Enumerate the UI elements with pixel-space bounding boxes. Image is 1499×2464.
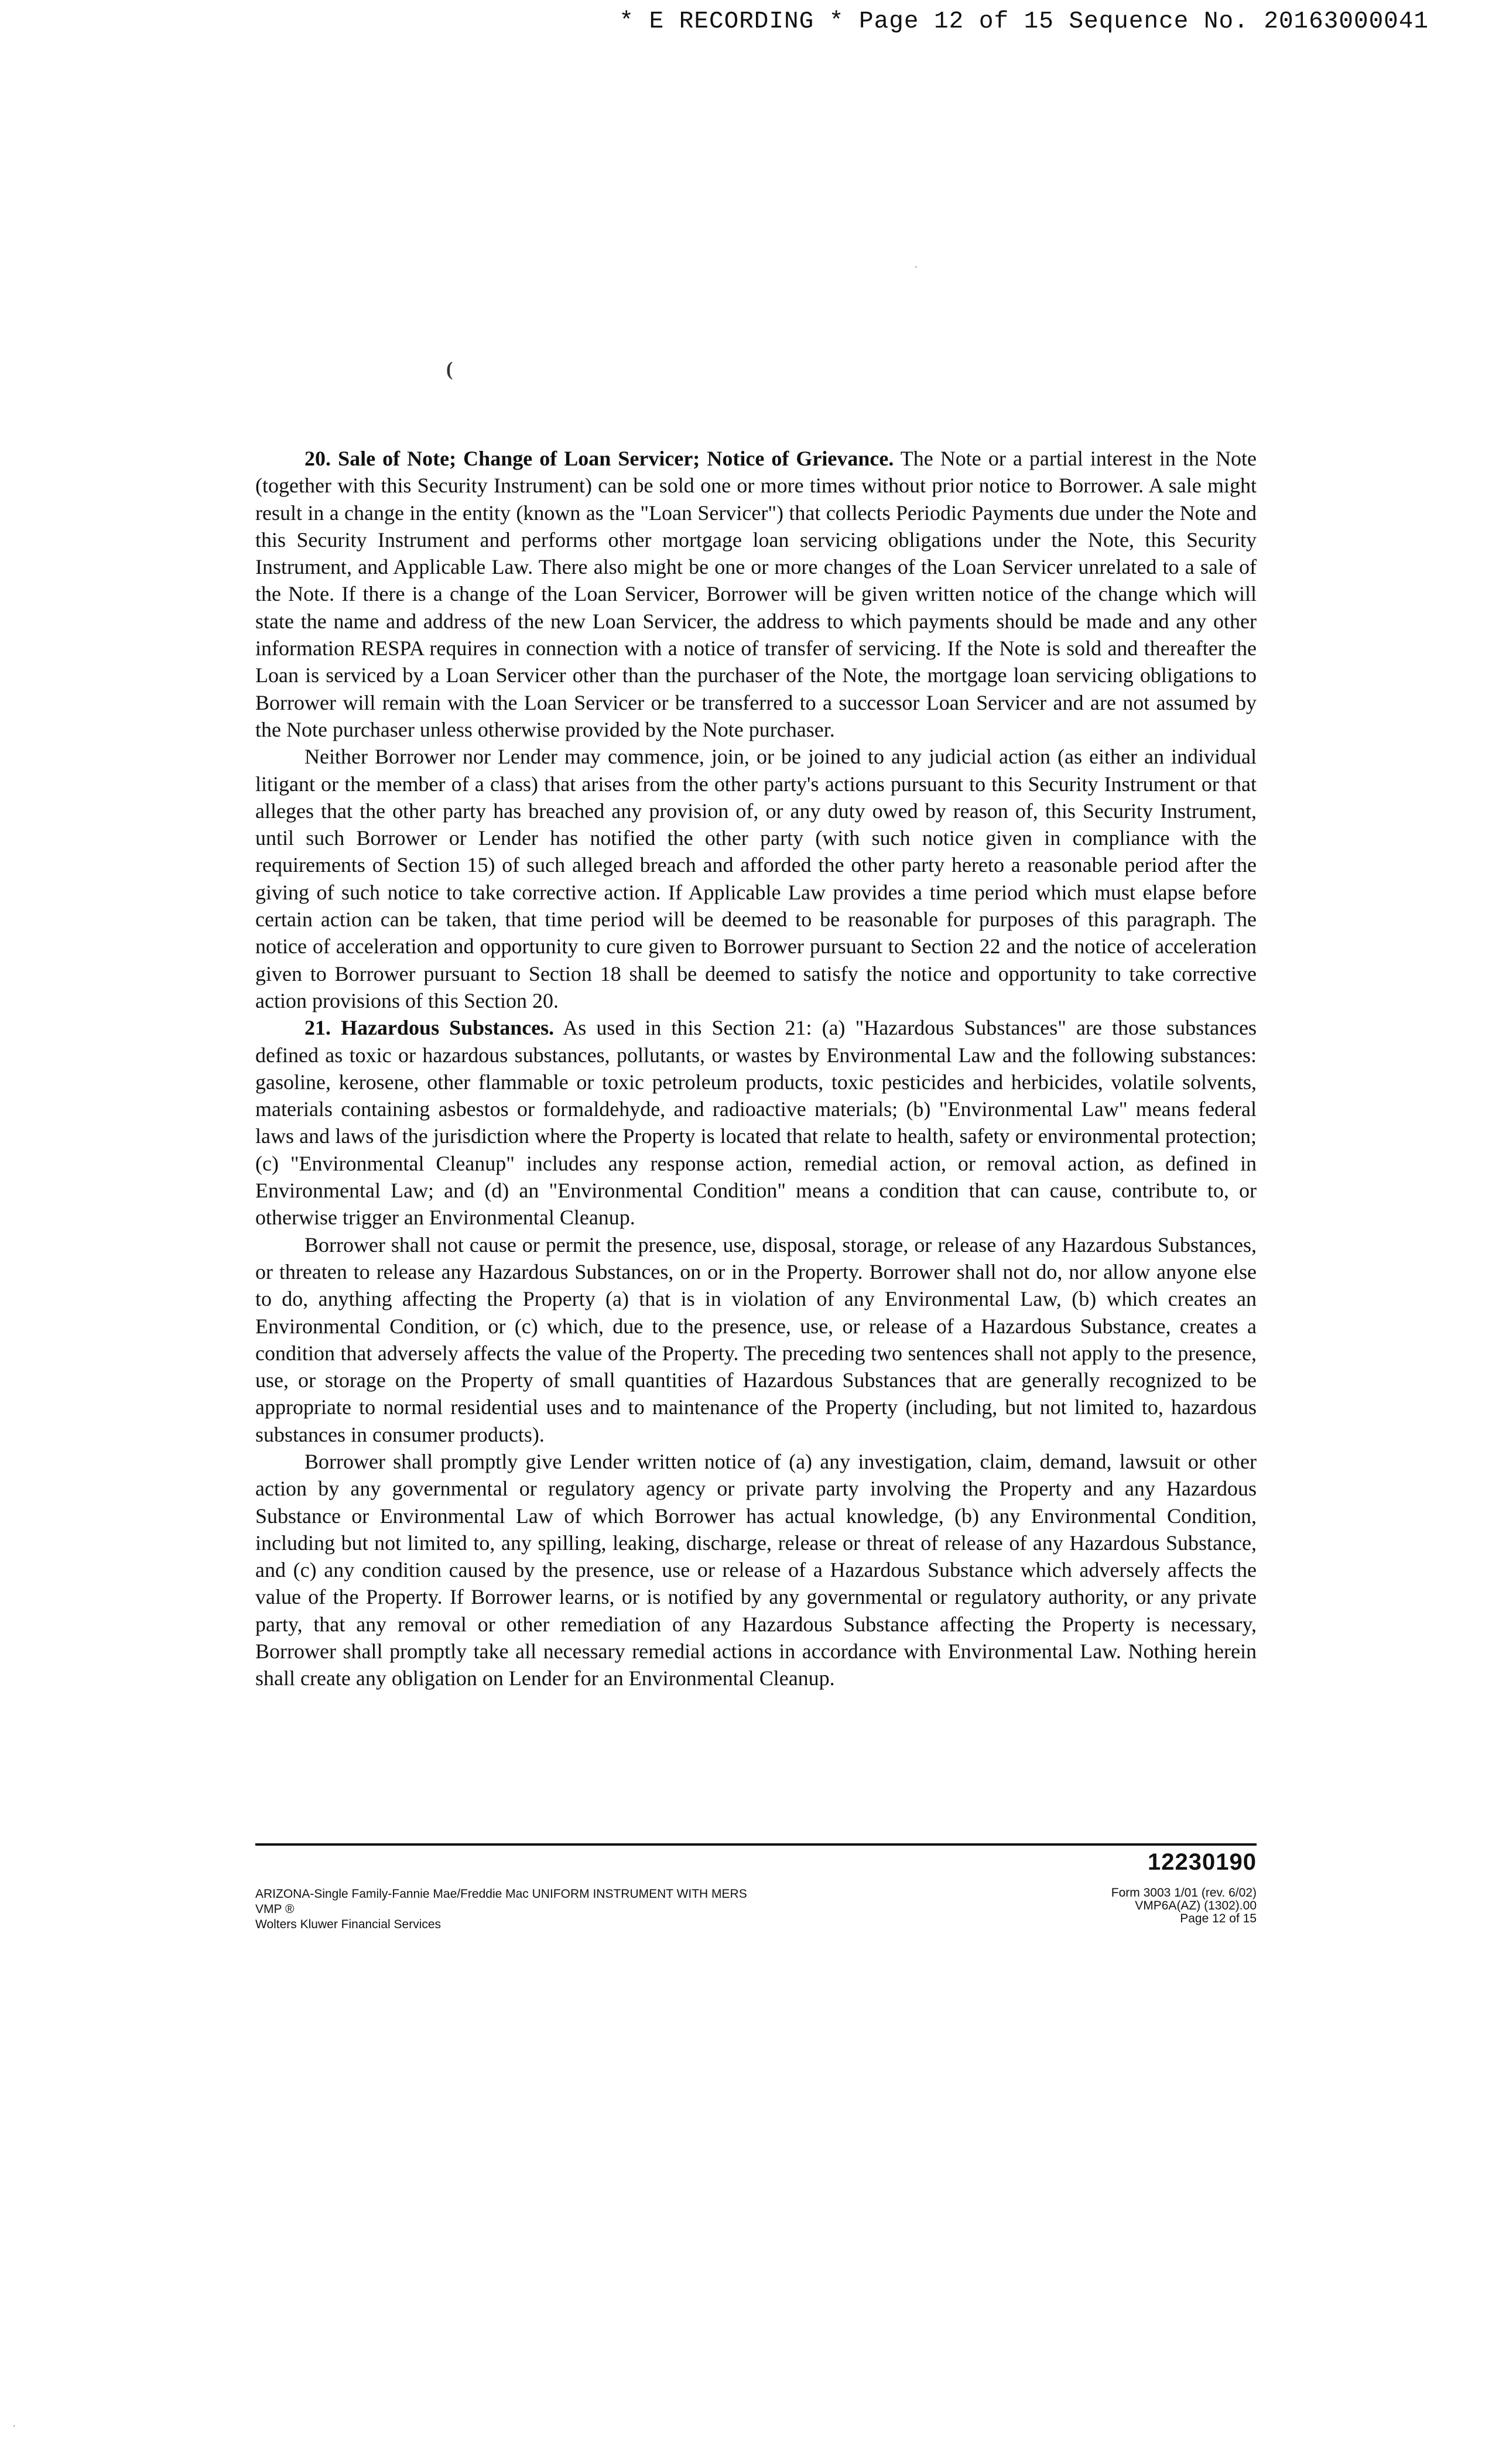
section-20-paragraph-2: Neither Borrower nor Lender may commence, join, or be joined to any judicial action (as either an individual litigant or the member of a class) that arises from the other party's actions pursuant to this Security Instrument or that alleges that the other party has breached any provision of, or any duty owed by reason of, this Security Instrument, until such Borrower or Lender has notified the other party (with such notice given in compliance with the requirements of Section 15) of such alleged breach and afforded the other party hereto a reasonable period after the giving of such notice to take corrective action. If Applicable Law provides a time period which must elapse before certain action can be taken, that time period will be deemed to be reasonable for purposes of this paragraph. The notice of acceleration and opportunity to cure given to Borrower pursuant to Section 22 and the notice of acceleration given to Borrower pursuant to Section 18 shall be deemed to satisfy the notice and opportunity to take corrective action provisions of this Section 20. xyxy=(255,745,1257,1012)
footer-form-codes xyxy=(1111,1887,1257,1925)
section-20-paragraph-1 xyxy=(255,445,1257,743)
section-20-number: 20. xyxy=(304,447,331,470)
section-21-title: Hazardous Substances. xyxy=(341,1016,555,1040)
section-21-text-1: As used in this Section 21: (a) "Hazardous Substances" are those substances defined as toxic or hazardous substances, pollutants, or wastes by Environmental Law and the following substances: gasoline, kerosene, other flammable or toxic petroleum products, toxic pesticides and herbicides, volatile solvents, materials containing asbestos or formaldehyde, and radioactive materials; (b) "Environmental Law" means federal laws and laws of the jurisdiction where the Property is located that relate to health, safety or environmental protection; (c) "Environmental Cleanup" includes any response action, remedial action, or removal action, as defined in Environmental Law; and (d) an "Environmental Condition" means a condition that can cause, contribute to, or otherwise trigger an Environmental Cleanup. xyxy=(255,1016,1257,1230)
recording-header: * E RECORDING * Page 12 of 15 Sequence No. 20163000041 xyxy=(619,8,1429,35)
section-21-paragraph-1 xyxy=(255,1014,1257,1231)
section-21-paragraph-2: Borrower shall not cause or permit the presence, use, disposal, storage, or release of any Hazardous Substances, or threaten to release any Hazardous Substances, on or in the Property. Borrower shall not do, nor allow anyone else to do, anything affecting the Property (a) that is in violation of any Environmental Law, (b) which creates an Environmental Condition, or (c) which, due to the presence, use, or release of a Hazardous Substance, creates a condition that adversely affects the value of the Property. The preceding two sentences shall not apply to the presence, use, or storage on the Property of small quantities of Hazardous Substances that are generally recognized to be appropriate to normal residential uses and to maintenance of the Property (including, but not limited to, hazardous substances in consumer products). xyxy=(255,1233,1257,1446)
stray-mark: ( xyxy=(446,358,453,380)
form-code: VMP6A(AZ) (1302).00 xyxy=(1135,1899,1257,1912)
stray-dot: . xyxy=(13,2417,16,2429)
section-20-text-1: The Note or a partial interest in the Note (together with this Security Instrument) can be sold one or more times without prior notice to Borrower. A sale might result in a change in the entity (known as the "Loan Servicer") that collects Periodic Payments due under the Note and this Security Instrument and performs other mortgage loan servicing obligations under the Note, this Security Instrument, and Applicable Law. There also might be one or more changes of the Loan Servicer unrelated to a sale of the Note. If there is a change of the Loan Servicer, Borrower will be given written notice of the change which will state the name and address of the new Loan Servicer, the address to which payments should be made and any other information RESPA requires in connection with a notice of transfer of servicing. If the Note is sold and thereafter the Loan is serviced by a Loan Servicer other than the purchaser of the Note, the mortgage loan servicing obligations to Borrower will remain with the Loan Servicer or be transferred to a successor Loan Servicer and are not assumed by the Note purchaser unless otherwise provided by the Note purchaser. xyxy=(255,447,1257,741)
section-20-title: Sale of Note; Change of Loan Servicer; Notice of Grievance. xyxy=(338,447,894,470)
section-21-paragraph-3: Borrower shall promptly give Lender written notice of (a) any investigation, claim, demand, lawsuit or other action by any governmental or regulatory agency or private party involving the Property and any Hazardous Substance or Environmental Law of which Borrower has actual knowledge, (b) any Environmental Condition, including but not limited to, any spilling, leaking, discharge, release or threat of release of any Hazardous Substance, and (c) any condition caused by the presence, use or release of a Hazardous Substance which adversely affects the value of the Property. If Borrower learns, or is notified by any governmental or regulatory authority, or any private party, that any removal or other remediation of any Hazardous Substance affecting the Property is necessary, Borrower shall promptly take all necessary remedial actions in accordance with Environmental Law. Nothing herein shall create any obligation on Lender for an Environmental Cleanup. xyxy=(255,1449,1257,1690)
publisher: Wolters Kluwer Financial Services xyxy=(255,1918,442,1931)
form-title: ARIZONA-Single Family-Fannie Mae/Freddie Mac UNIFORM INSTRUMENT WITH MERS xyxy=(255,1887,747,1901)
footer-form-info xyxy=(255,1887,747,1932)
page-number: Page 12 of 15 xyxy=(1180,1912,1257,1925)
vmp-mark: VMP ® xyxy=(255,1902,295,1916)
section-20-heading xyxy=(304,447,894,470)
form-number: Form 3003 1/01 (rev. 6/02) xyxy=(1111,1886,1257,1900)
loan-number: 12230190 xyxy=(1148,1849,1257,1875)
stray-dot: . xyxy=(915,258,918,271)
footer-divider xyxy=(255,1843,1257,1846)
document-body xyxy=(255,445,1257,1692)
section-21-heading xyxy=(304,1016,554,1039)
section-21-number: 21. xyxy=(304,1016,331,1040)
